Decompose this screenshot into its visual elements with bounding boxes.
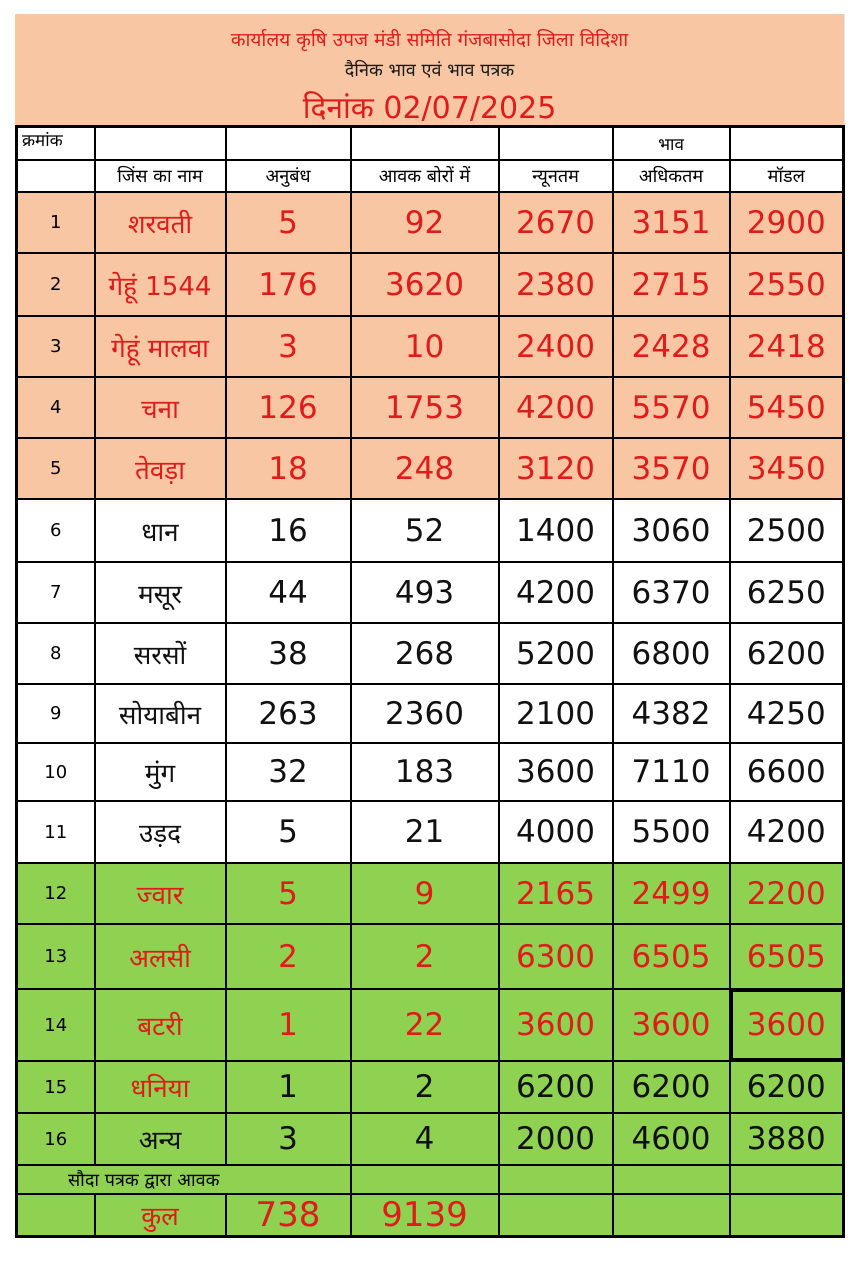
footer-total-row: [17, 1194, 844, 1237]
total-arrival: 9139: [351, 1194, 499, 1237]
col-arrival-header: आवक बोरों में: [351, 160, 499, 192]
commodity-name-cell: मुंग: [95, 743, 226, 801]
commodity-name-cell: सोयाबीन: [95, 684, 226, 743]
arrival-cell: 1753: [351, 377, 499, 438]
modal-price-cell: 3880: [730, 1113, 844, 1165]
modal-price-cell: 2900: [730, 192, 844, 253]
arrival-cell: 92: [351, 192, 499, 253]
arrival-cell: 9: [351, 863, 499, 924]
modal-price-cell: 6505: [730, 924, 844, 989]
commodity-name-cell: ज्वार: [95, 863, 226, 924]
col-price-group-header: भाव: [613, 127, 730, 161]
table-row: [17, 438, 844, 499]
table-row: [17, 1061, 844, 1113]
table-row: [17, 192, 844, 253]
table-row: [17, 743, 844, 801]
arrival-cell: 493: [351, 562, 499, 623]
commodity-name-cell: उड़द: [95, 801, 226, 863]
sauda-label: सौदा पत्रक द्वारा आवक: [17, 1165, 351, 1194]
table-row: [17, 562, 844, 623]
min-price-cell: 2000: [499, 1113, 613, 1165]
serial-cell: 16: [17, 1113, 95, 1165]
arrival-cell: 10: [351, 316, 499, 377]
empty-cell: [613, 1194, 730, 1237]
commodity-name-cell: गेहूं मालवा: [95, 316, 226, 377]
commodity-name-cell: अलसी: [95, 924, 226, 989]
arrival-cell: 21: [351, 801, 499, 863]
empty-cell: [95, 127, 226, 161]
office-title: कार्यालय कृषि उपज मंडी समिति गंजबासोदा जिला विदिशा: [230, 29, 629, 51]
max-price-cell: 3151: [613, 192, 730, 253]
max-price-cell: 6370: [613, 562, 730, 623]
commodity-name-cell: तेवड़ा: [95, 438, 226, 499]
table-row: [17, 924, 844, 989]
contract-cell: 32: [226, 743, 351, 801]
modal-price-cell: 3600: [730, 989, 844, 1061]
col-serial-header: क्रमांक: [17, 127, 95, 161]
contract-cell: 5: [226, 801, 351, 863]
empty-cell: [351, 1165, 499, 1194]
contract-cell: 5: [226, 863, 351, 924]
modal-price-cell: 2418: [730, 316, 844, 377]
max-price-cell: 3600: [613, 989, 730, 1061]
modal-price-cell: 2200: [730, 863, 844, 924]
empty-cell: [730, 1165, 844, 1194]
commodity-name-cell: अन्य: [95, 1113, 226, 1165]
serial-cell: 9: [17, 684, 95, 743]
empty-cell: [499, 1165, 613, 1194]
modal-price-cell: 2500: [730, 499, 844, 562]
empty-cell: [351, 127, 499, 161]
table-row: [17, 863, 844, 924]
min-price-cell: 1400: [499, 499, 613, 562]
arrival-cell: 183: [351, 743, 499, 801]
sheet-header: [15, 14, 845, 125]
arrival-cell: 2360: [351, 684, 499, 743]
min-price-cell: 3600: [499, 989, 613, 1061]
max-price-cell: 6800: [613, 623, 730, 684]
max-price-cell: 2715: [613, 253, 730, 316]
col-contract-header: अनुबंध: [226, 160, 351, 192]
serial-cell: 4: [17, 377, 95, 438]
min-price-cell: 4200: [499, 562, 613, 623]
table-row: [17, 801, 844, 863]
arrival-cell: 52: [351, 499, 499, 562]
commodity-name-cell: मसूर: [95, 562, 226, 623]
commodity-name-cell: धनिया: [95, 1061, 226, 1113]
col-max-header: अधिकतम: [613, 160, 730, 192]
contract-cell: 44: [226, 562, 351, 623]
header-row-top: [17, 127, 844, 161]
modal-price-cell: 6600: [730, 743, 844, 801]
empty-cell: [613, 1165, 730, 1194]
min-price-cell: 2380: [499, 253, 613, 316]
arrival-cell: 248: [351, 438, 499, 499]
contract-cell: 5: [226, 192, 351, 253]
serial-cell: 8: [17, 623, 95, 684]
max-price-cell: 4600: [613, 1113, 730, 1165]
min-price-cell: 2670: [499, 192, 613, 253]
min-price-cell: 6200: [499, 1061, 613, 1113]
max-price-cell: 3570: [613, 438, 730, 499]
min-price-cell: 4200: [499, 377, 613, 438]
arrival-cell: 22: [351, 989, 499, 1061]
empty-cell: [730, 1194, 844, 1237]
contract-cell: 176: [226, 253, 351, 316]
commodity-name-cell: सरसों: [95, 623, 226, 684]
max-price-cell: 7110: [613, 743, 730, 801]
serial-cell: 6: [17, 499, 95, 562]
commodity-name-cell: धान: [95, 499, 226, 562]
serial-cell: 2: [17, 253, 95, 316]
max-price-cell: 2428: [613, 316, 730, 377]
col-commodity-header: जिंस का नाम: [95, 160, 226, 192]
contract-cell: 2: [226, 924, 351, 989]
modal-price-cell: 3450: [730, 438, 844, 499]
arrival-cell: 4: [351, 1113, 499, 1165]
serial-cell: 5: [17, 438, 95, 499]
contract-cell: 1: [226, 1061, 351, 1113]
min-price-cell: 4000: [499, 801, 613, 863]
serial-cell: 1: [17, 192, 95, 253]
empty-cell: [17, 1194, 95, 1237]
min-price-cell: 5200: [499, 623, 613, 684]
contract-cell: 38: [226, 623, 351, 684]
min-price-cell: 2165: [499, 863, 613, 924]
serial-cell: 12: [17, 863, 95, 924]
max-price-cell: 6200: [613, 1061, 730, 1113]
min-price-cell: 3600: [499, 743, 613, 801]
contract-cell: 126: [226, 377, 351, 438]
table-row: [17, 684, 844, 743]
commodity-name-cell: गेहूं 1544: [95, 253, 226, 316]
table-row: [17, 989, 844, 1061]
arrival-cell: 3620: [351, 253, 499, 316]
max-price-cell: 5500: [613, 801, 730, 863]
contract-cell: 3: [226, 1113, 351, 1165]
max-price-cell: 6505: [613, 924, 730, 989]
modal-price-cell: 4250: [730, 684, 844, 743]
contract-cell: 1: [226, 989, 351, 1061]
min-price-cell: 2400: [499, 316, 613, 377]
arrival-cell: 2: [351, 924, 499, 989]
total-contract: 738: [226, 1194, 351, 1237]
empty-cell: [499, 127, 613, 161]
empty-cell: [499, 1194, 613, 1237]
arrival-cell: 2: [351, 1061, 499, 1113]
serial-cell: 15: [17, 1061, 95, 1113]
modal-price-cell: 5450: [730, 377, 844, 438]
modal-price-cell: 6250: [730, 562, 844, 623]
table-row: [17, 253, 844, 316]
total-label: कुल: [95, 1194, 226, 1237]
serial-cell: 7: [17, 562, 95, 623]
min-price-cell: 2100: [499, 684, 613, 743]
price-table: [15, 125, 845, 1238]
footer-sauda-row: [17, 1165, 844, 1194]
contract-cell: 3: [226, 316, 351, 377]
header-row-bottom: [17, 160, 844, 192]
table-row: [17, 1113, 844, 1165]
modal-price-cell: 6200: [730, 623, 844, 684]
sheet-date: दिनांक 02/07/2025: [302, 91, 557, 126]
price-sheet: [15, 14, 845, 1238]
sheet-subtitle: दैनिक भाव एवं भाव पत्रक: [344, 60, 515, 81]
table-row: [17, 377, 844, 438]
max-price-cell: 5570: [613, 377, 730, 438]
empty-cell: [17, 160, 95, 192]
empty-cell: [226, 127, 351, 161]
serial-cell: 3: [17, 316, 95, 377]
table-row: [17, 316, 844, 377]
commodity-name-cell: बटरी: [95, 989, 226, 1061]
serial-cell: 13: [17, 924, 95, 989]
serial-cell: 11: [17, 801, 95, 863]
serial-cell: 10: [17, 743, 95, 801]
commodity-name-cell: चना: [95, 377, 226, 438]
col-modal-header: मॉडल: [730, 160, 844, 192]
table-row: [17, 623, 844, 684]
min-price-cell: 3120: [499, 438, 613, 499]
arrival-cell: 268: [351, 623, 499, 684]
modal-price-cell: 6200: [730, 1061, 844, 1113]
min-price-cell: 6300: [499, 924, 613, 989]
table-row: [17, 499, 844, 562]
modal-price-cell: 2550: [730, 253, 844, 316]
max-price-cell: 3060: [613, 499, 730, 562]
contract-cell: 263: [226, 684, 351, 743]
commodity-name-cell: शरवती: [95, 192, 226, 253]
empty-cell: [730, 127, 844, 161]
serial-cell: 14: [17, 989, 95, 1061]
max-price-cell: 2499: [613, 863, 730, 924]
max-price-cell: 4382: [613, 684, 730, 743]
contract-cell: 16: [226, 499, 351, 562]
modal-price-cell: 4200: [730, 801, 844, 863]
col-min-header: न्यूनतम: [499, 160, 613, 192]
contract-cell: 18: [226, 438, 351, 499]
